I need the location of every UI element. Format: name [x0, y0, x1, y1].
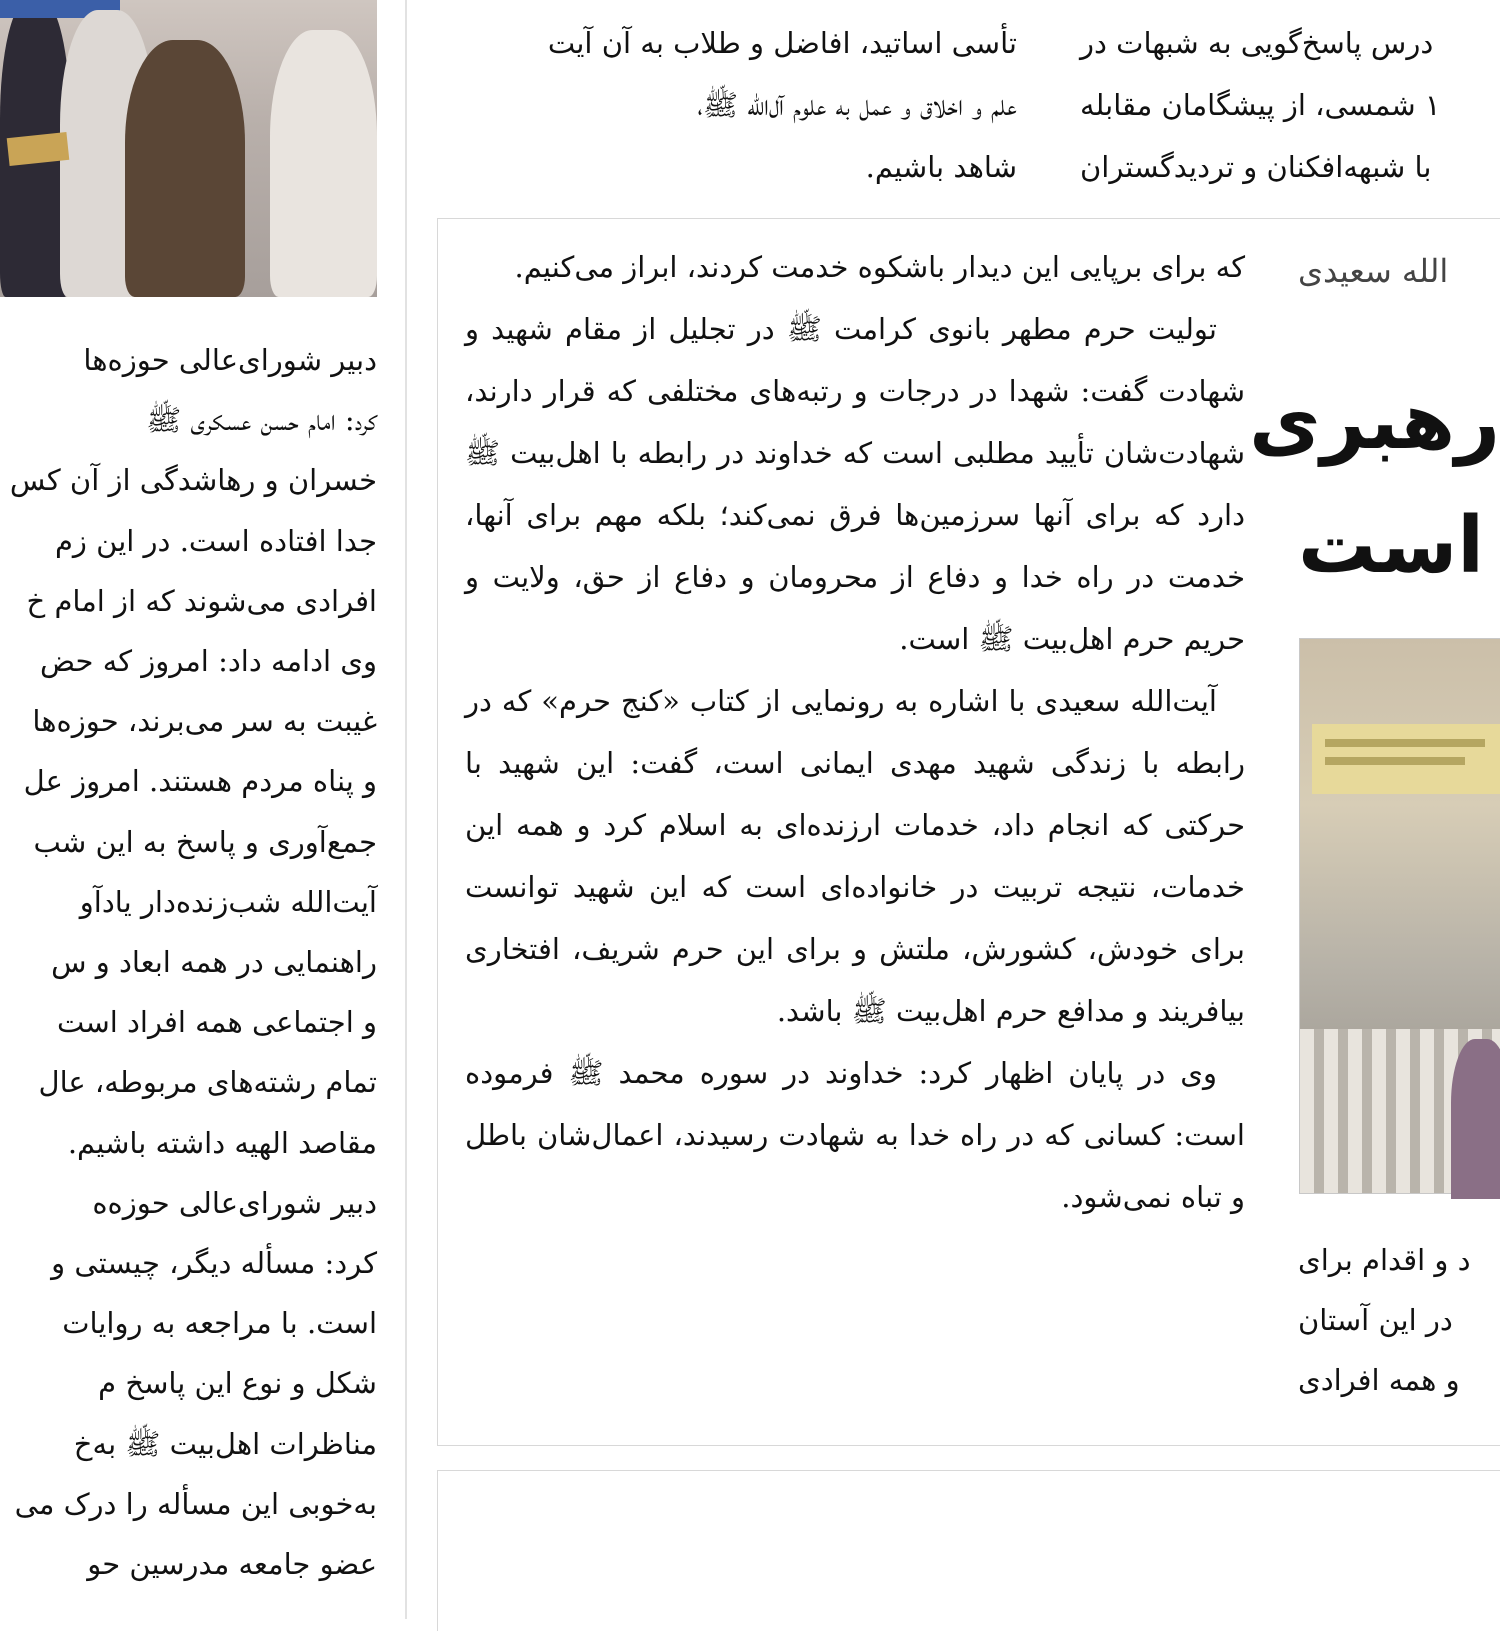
- text-line: ۱ شمسی، از پیشگامان مقابله: [1080, 88, 1441, 122]
- text-line: کرد: مسأله دیگر، چیستی و: [51, 1246, 377, 1281]
- text-line: جدا افتاده است. در این زم: [54, 523, 377, 558]
- bottom-box: [437, 1470, 1500, 1631]
- text-line: است. با مراجعه به روایات: [62, 1306, 377, 1341]
- text-line: و همه افرادی: [1298, 1363, 1460, 1397]
- text-line: به‌خوبی این مسأله را درک می: [14, 1486, 377, 1521]
- text-line: در این آستان: [1298, 1303, 1453, 1337]
- text-line: عضو جامعه مدرسین حو: [87, 1547, 377, 1582]
- top-right-text: [1080, 12, 1500, 192]
- text-line: آیت‌الله شب‌زنده‌دار یادآو: [79, 884, 377, 919]
- article-headline: [1249, 360, 1500, 608]
- left-column-text: [0, 330, 377, 1594]
- text-line: راهنمایی در همه ابعاد و س: [51, 945, 377, 980]
- main-article-text: [465, 236, 1245, 1228]
- column-divider: [405, 0, 407, 1619]
- text-line: مناظرات اهل‌بیت ﷺ به‌خ: [73, 1426, 377, 1461]
- text-line: خسران و رهاشدگی از آن کس: [9, 463, 377, 498]
- text-line: کرد: امام حسن عسکری ﷺ: [146, 403, 377, 438]
- text-line: غیبت به سر می‌برند، حوزه‌ها: [32, 704, 377, 739]
- text-line: تمام رشته‌های مربوطه، عال: [38, 1065, 377, 1100]
- text-line: د و اقدام برای: [1298, 1243, 1471, 1277]
- article-paragraph: که برای برپایی این دیدار باشکوه خدمت کردند، ابراز می‌کنیم.: [514, 250, 1245, 284]
- headline-line: است: [1298, 501, 1485, 591]
- top-center-text: [445, 12, 1017, 198]
- article-paragraph: وی در پایان اظهار کرد: خداوند در سوره محمد ﷺ فرموده است: کسانی که در راه خدا به شهادت رسیدند، اعمال‌شان باطل و تباه نمی‌شود.: [465, 1056, 1245, 1214]
- headline-line: رهبری: [1249, 377, 1500, 467]
- left-article-photo: [0, 0, 377, 297]
- text-line: دبیر شورای‌عالی حوزه‌ها: [83, 343, 377, 377]
- text-line: افرادی می‌شوند که از امام خ: [26, 583, 377, 618]
- text-line: با شبهه‌افکنان و تردیدگستران: [1080, 150, 1432, 184]
- text-line: و اجتماعی همه افراد است: [56, 1005, 377, 1040]
- text-line: علم و اخلاق و عمل به علوم آل‌الله ﷺ،: [697, 88, 1017, 122]
- text-line: جمع‌آوری و پاسخ به این شب: [33, 824, 377, 859]
- article-paragraph: آیت‌الله سعیدی با اشاره به رونمایی از کتاب «کنج حرم» که در رابطه با زندگی شهید مهدی ایمانی است، گفت: این شهید با حرکتی که انجام داد، خدمات ارزنده‌ای به اسلام کرد و همه این خدمات، نتیجه تربیت در خانواده‌ای است که این شهید توانست برای خودش، کشورش، ملتش و برای این حرم شریف، افتخاری بیافریند و مدافع حرم اهل‌بیت ﷺ باشد.: [465, 684, 1245, 1028]
- article-author: الله سعیدی: [1298, 252, 1449, 290]
- text-line: و پناه مردم هستند. امروز عل: [23, 764, 377, 799]
- text-line: مقاصد الهیه داشته باشیم.: [67, 1125, 377, 1160]
- text-line: شاهد باشیم.: [865, 150, 1017, 184]
- text-line: درس پاسخ‌گویی به شبهات در: [1080, 26, 1434, 60]
- right-sidebar-text: [1298, 1230, 1500, 1410]
- text-line: شکل و نوع این پاسخ م: [98, 1366, 377, 1401]
- text-line: تأسی اساتید، افاضل و طلاب به آن آیت: [547, 26, 1017, 60]
- article-photo: [1299, 638, 1500, 1194]
- text-line: وی ادامه داد: امروز که حض: [40, 644, 377, 679]
- article-paragraph: تولیت حرم مطهر بانوی کرامت ﷺ در تجلیل از مقام شهید و شهادت گفت: شهدا در درجات و رتبه‌های مختلفی که قرار دارند، شهادت‌شان تأیید مطلبی است که خداوند در رابطه با اهل‌بیت ﷺ دارد که برای آنها سرزمین‌ها فرق نمی‌کند؛ بلکه مهم برای آنها، خدمت در راه خدا و دفاع از محرومان و دفاع از حق، ولایت و حریم حرم اهل‌بیت ﷺ است.: [465, 312, 1245, 656]
- text-line: دبیر شورای‌عالی حوزه‌ه: [92, 1185, 377, 1220]
